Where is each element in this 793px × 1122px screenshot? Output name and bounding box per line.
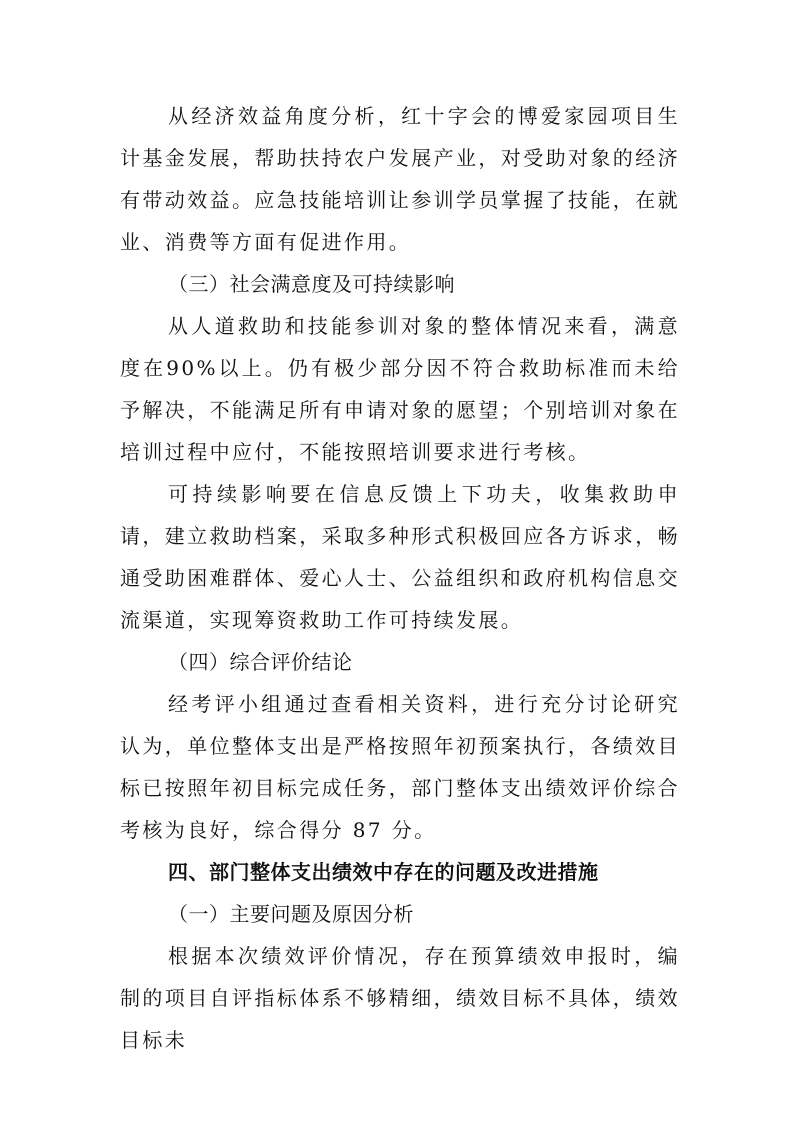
paragraph-problem-analysis: 根据本次绩效评价情况，存在预算绩效申报时，编制的项目自评指标体系不够精细，绩效目标不具体，绩效目标未 [120, 944, 680, 1052]
heading-section-four: 四、部门整体支出绩效中存在的问题及改进措施 [168, 860, 599, 884]
heading-social-satisfaction: （三）社会满意度及可持续影响 [168, 272, 455, 296]
heading-overall-conclusion: （四）综合评价结论 [168, 650, 353, 674]
document-page [120, 95, 680, 1061]
paragraph-sustainability: 可持续影响要在信息反馈上下功夫，收集救助申请，建立救助档案，采取多种形式积极回应各方诉求，畅通受助困难群体、爱心人士、公益组织和政府机构信息交流渠道，实现筹资救助工作可持续发展。 [120, 482, 680, 632]
heading-main-problems: （一）主要问题及原因分析 [168, 902, 414, 926]
paragraph-satisfaction: 从人道救助和技能参训对象的整体情况来看，满意度在90%以上。仍有极少部分因不符合救助标准而未给予解决，不能满足所有申请对象的愿望；个别培训对象在培训过程中应付，不能按照培训要求进行考核。 [120, 314, 680, 464]
paragraph-economic-benefit: 从经济效益角度分析，红十字会的博爱家园项目生计基金发展，帮助扶持农户发展产业，对受助对象的经济有带动效益。应急技能培训让参训学员掌握了技能，在就业、消费等方面有促进作用。 [120, 104, 680, 254]
paragraph-conclusion: 经考评小组通过查看相关资料，进行充分讨论研究认为，单位整体支出是严格按照年初预案执行，各绩效目标已按照年初目标完成任务，部门整体支出绩效评价综合考核为良好，综合得分 87 分。 [120, 692, 680, 842]
